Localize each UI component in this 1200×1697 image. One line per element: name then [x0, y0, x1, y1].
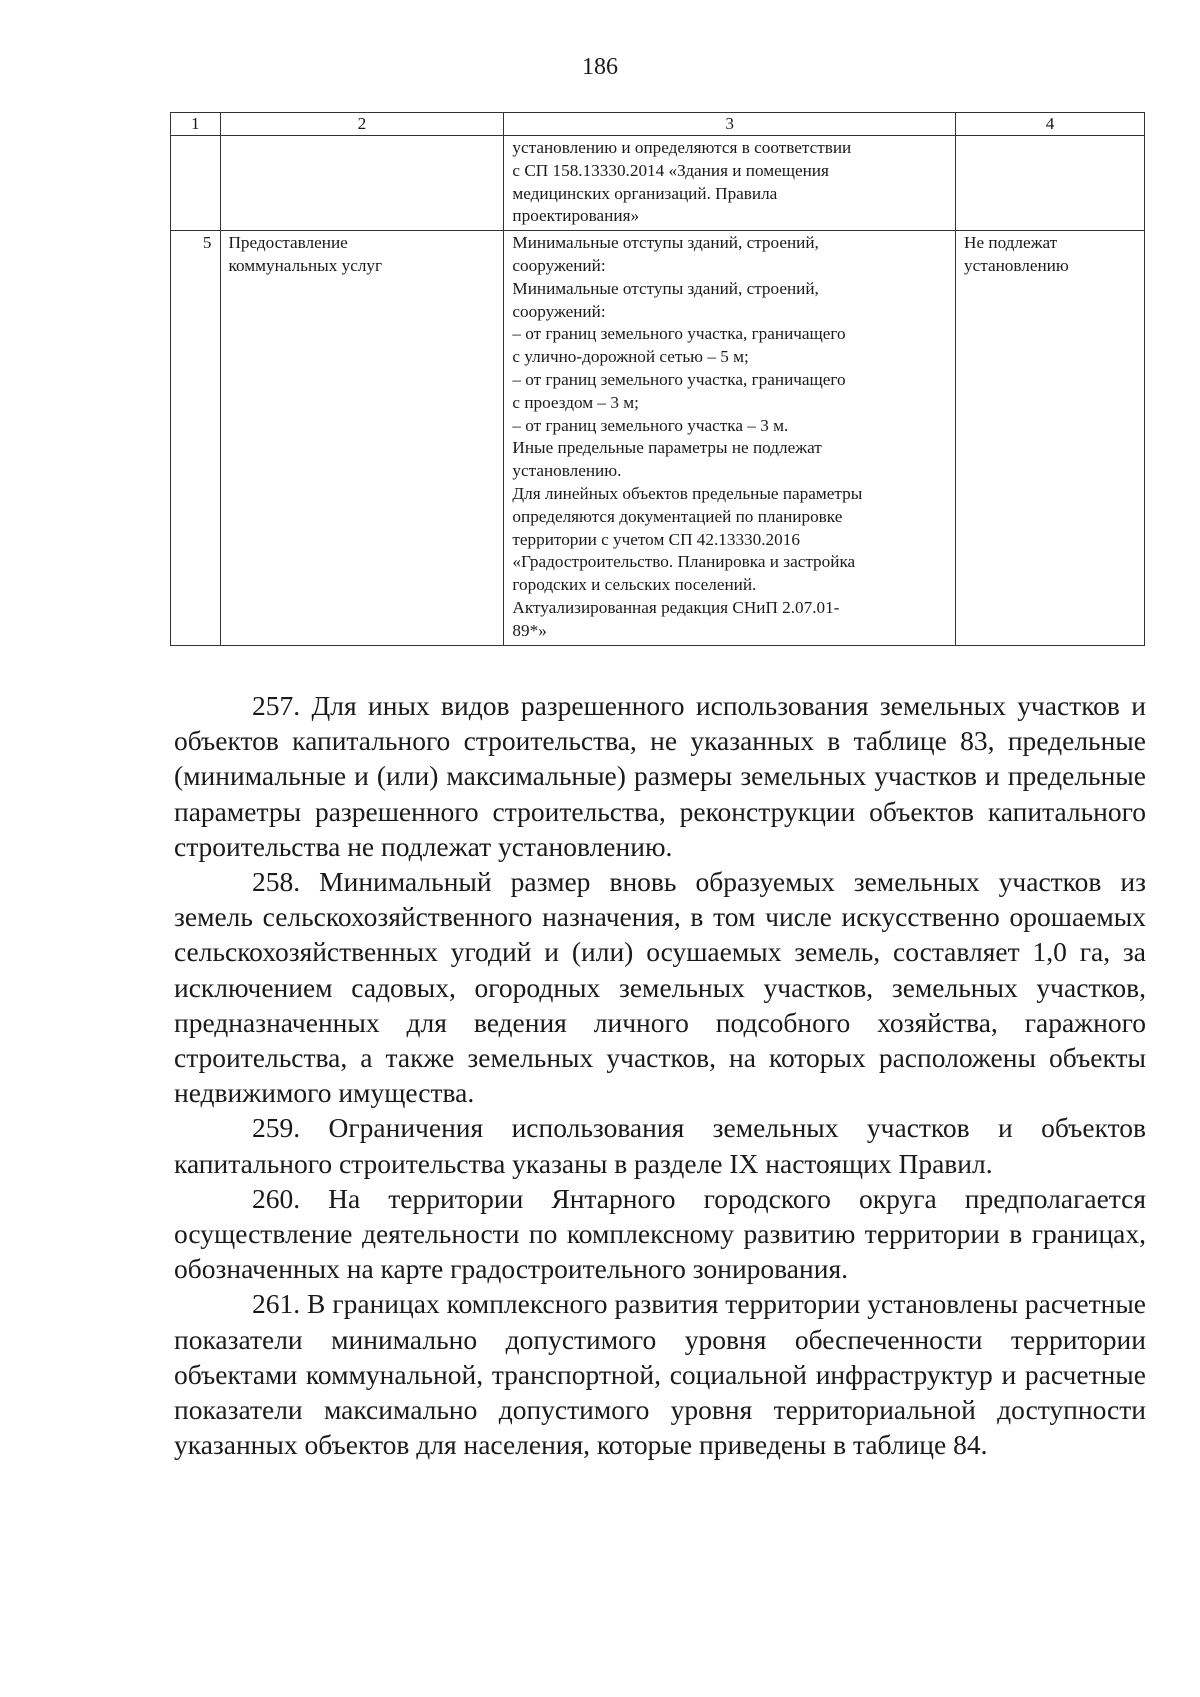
paragraph-260: 260. На территории Янтарного городского округа предполагается осуществление деятельности по комплексному развитию территории в границах, обозначенных на карте градостроительного зонирования. — [174, 1182, 1146, 1285]
cell-line: – от границ земельного участка, граничащего — [512, 369, 846, 389]
paragraph-258: 258. Минимальный размер вновь образуемых земельных участков из земель сельскохозяйственного назначения, в том числе искусственно орошаемых сельскохозяйственных угодий и (или) осушаемых земель, составляет 1,0 га, за исключением садовых, огородных земельных участков, земельных участков, предназначенных для ведения личного подсобного хозяйства, гаражного строительства, а также земельных участков, на которых расположены объекты недвижимого имущества. — [174, 866, 1146, 1109]
header-col-2: 2 — [220, 113, 504, 136]
header-col-1: 1 — [171, 113, 221, 136]
row-number: 5 — [171, 231, 221, 645]
restriction-note — [956, 231, 1145, 645]
table-header-row — [171, 113, 1145, 136]
cell-line: с проездом – 3 м; — [512, 392, 639, 412]
cell-continuation-text — [504, 136, 956, 231]
table-row-5 — [171, 231, 1145, 645]
cell-line: Не подлежат — [964, 233, 1058, 253]
cell-line: – от границ земельного участка – 3 м. — [512, 415, 789, 435]
cell-line: Минимальные отступы зданий, строений, — [512, 278, 819, 298]
cell-line: сооружений: — [512, 255, 606, 275]
parameters-text — [504, 231, 956, 645]
cell-line: установлению и определяются в соответствии — [512, 138, 852, 157]
page-number: 186 — [582, 54, 618, 80]
paragraph-261: 261. В границах комплексного развития территории установлены расчетные показатели минимально допустимого уровня обеспеченности территории объектами коммунальной, транспортной, социальной инфраструктур и расчетные показатели максимально допустимого уровня территориальной доступности указанных объектов для населения, которые приведены в таблице 84. — [174, 1288, 1146, 1461]
table-row-continuation — [171, 136, 1145, 231]
header-col-3: 3 — [504, 113, 956, 136]
cell-line: Для линейных объектов предельные параметры — [512, 483, 863, 503]
paragraph-257: 257. Для иных видов разрешенного использования земельных участков и объектов капитального строительства, не указанных в таблице 83, предельные (минимальные и (или) максимальные) размеры земельных участков и предельные параметры разрешенного строительства, реконструкции объектов капитального строительства не подлежат установлению. — [174, 690, 1146, 862]
cell-line: Актуализированная редакция СНиП 2.07.01- — [512, 597, 840, 617]
cell-line: с улично-дорожной сетью – 5 м; — [512, 347, 749, 367]
cell-line: с СП 158.13330.2014 «Здания и помещения — [512, 160, 829, 180]
cell-line: городских и сельских поселений. — [512, 575, 757, 595]
paragraph-259: 259. Ограничения использования земельных участков и объектов капитального строительства указаны в разделе IX настоящих Правил. — [174, 1112, 1146, 1179]
cell-line: Предоставление — [228, 233, 348, 253]
cell-line: проектирования» — [512, 206, 640, 226]
cell-line: определяются документацией по планировке — [512, 506, 843, 526]
cell-line: коммунальных услуг — [228, 255, 383, 275]
cell-line: 89*» — [512, 620, 547, 640]
cell-line: сооружений: — [512, 301, 606, 321]
cell-line: установлению — [964, 255, 1069, 275]
cell-line: территории с учетом СП 42.13330.2016 — [512, 529, 800, 549]
cell-line: медицинских организаций. Правила — [512, 183, 778, 203]
body-text — [174, 688, 1146, 1462]
parameters-table — [170, 112, 1145, 646]
cell-line: Иные предельные параметры не подлежат — [512, 438, 822, 458]
use-type-name — [220, 231, 504, 645]
header-col-4: 4 — [956, 113, 1145, 136]
cell-line: «Градостроительство. Планировка и застройка — [512, 552, 856, 572]
cell-line: Минимальные отступы зданий, строений, — [512, 233, 819, 253]
cell-line: – от границ земельного участка, граничащего — [512, 324, 846, 344]
cell-empty — [171, 136, 221, 231]
cell-line: установлению. — [512, 461, 622, 481]
cell-empty — [956, 136, 1145, 231]
cell-empty — [220, 136, 504, 231]
